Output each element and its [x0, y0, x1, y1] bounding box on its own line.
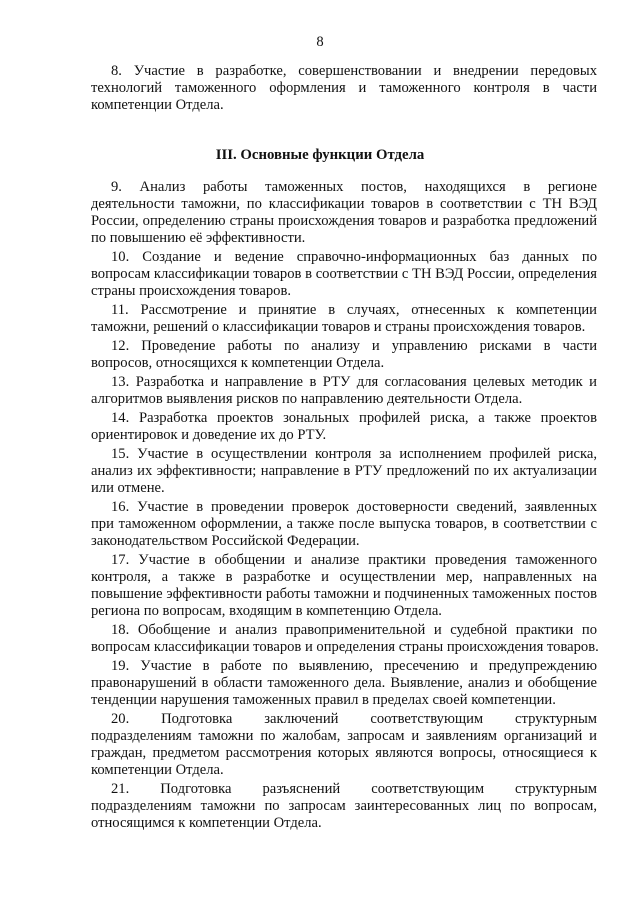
paragraph-item: [91, 302, 597, 336]
text-line: деятельности таможни, по классификации товаров в соответствии с ТН ВЭД: [91, 196, 597, 212]
text-line: вопросам классификации товаров в соответствии с ТН ВЭД России, определения: [91, 266, 597, 282]
text-line: подразделениям таможни по жалобам, запросам и заявлениям организаций и: [91, 728, 597, 744]
text-line: подразделениям таможни по запросам заинтересованных лиц по вопросам,: [91, 798, 597, 814]
paragraph-item: [91, 410, 597, 444]
text-line: или отмене.: [91, 480, 165, 496]
paragraph-item: [91, 338, 597, 372]
text-line: технологий таможенного оформления и таможенного контроля в части: [91, 80, 597, 96]
text-line: правонарушений в области таможенного дела. Выявление, анализ и обобщение: [91, 675, 597, 691]
paragraph-item: [91, 499, 597, 550]
paragraph-item: [91, 179, 597, 247]
text-line: региона по вопросам, входящим в компетенцию Отдела.: [91, 603, 442, 619]
text-line: вопросов, относящихся к компетенции Отдела.: [91, 355, 385, 371]
paragraph: [91, 63, 597, 114]
text-line: тенденции нарушения таможенных правил в пределах своей компетенции.: [91, 692, 556, 708]
section-heading: III. Основные функции Отдела: [215, 147, 425, 163]
paragraph-item: [91, 374, 597, 408]
paragraph-item: [91, 622, 597, 656]
text-line: 19. Участие в работе по выявлению, пресечению и предупреждению: [111, 658, 597, 674]
text-line: 9. Анализ работы таможенных постов, находящихся в регионе: [111, 179, 597, 195]
text-line: анализ их эффективности; направление в РТУ предложений по их актуализации: [91, 463, 597, 479]
text-line: компетенции Отдела.: [91, 97, 224, 113]
text-line: относящимся к компетенции Отдела.: [91, 815, 322, 831]
text-line: повышение эффективности работы таможни и подчиненных таможенных постов: [91, 586, 597, 602]
text-line: 13. Разработка и направление в РТУ для согласования целевых методик и: [111, 374, 597, 390]
text-line: компетенции Отдела.: [91, 762, 224, 778]
text-line: законодательством Российской Федерации.: [91, 533, 360, 549]
functions-list: [91, 179, 597, 834]
page-number: 8: [316, 34, 324, 50]
paragraph-item: [91, 249, 597, 300]
text-line: 11. Рассмотрение и принятие в случаях, отнесенных к компетенции: [111, 302, 597, 318]
text-line: ориентировок и доведение их до РТУ.: [91, 427, 327, 443]
text-line: 15. Участие в осуществлении контроля за исполнением профилей риска,: [111, 446, 597, 462]
paragraph-item: [91, 781, 597, 832]
text-line: 20. Подготовка заключений соответствующим структурным: [111, 711, 597, 727]
text-line: алгоритмов выявления рисков по направлению деятельности Отдела.: [91, 391, 523, 407]
text-line: России, определению страны происхождения товаров и разработка предложений: [91, 213, 597, 229]
text-line: страны происхождения товаров.: [91, 283, 292, 299]
text-line: по повышению её эффективности.: [91, 230, 306, 246]
text-line: контроля, а также в разработке и осуществлении мер, направленных на: [91, 569, 597, 585]
paragraph-8: [91, 63, 597, 116]
text-line: 10. Создание и ведение справочно-информационных баз данных по: [111, 249, 597, 265]
paragraph-item: [91, 711, 597, 779]
text-line: вопросам классификации товаров и определения страны происхождения товаров.: [91, 639, 599, 655]
text-line: 8. Участие в разработке, совершенствовании и внедрении передовых: [111, 63, 597, 79]
text-line: 12. Проведение работы по анализу и управлению рисками в части: [111, 338, 597, 354]
text-line: 18. Обобщение и анализ правоприменительной и судебной практики по: [111, 622, 597, 638]
text-line: 14. Разработка проектов зональных профилей риска, а также проектов: [111, 410, 597, 426]
text-line: 16. Участие в проведении проверок достоверности сведений, заявленных: [111, 499, 597, 515]
text-line: граждан, предметом рассмотрения которых являются вопросы, относящиеся к: [91, 745, 597, 761]
text-line: 21. Подготовка разъяснений соответствующим структурным: [111, 781, 597, 797]
paragraph-item: [91, 446, 597, 497]
text-line: 17. Участие в обобщении и анализе практики проведения таможенного: [111, 552, 597, 568]
paragraph-item: [91, 658, 597, 709]
paragraph-item: [91, 552, 597, 620]
text-line: при таможенном оформлении, а также после выпуска товаров, в соответствии с: [91, 516, 597, 532]
text-line: таможни, решений о классификации товаров и страны происхождения товаров.: [91, 319, 586, 335]
